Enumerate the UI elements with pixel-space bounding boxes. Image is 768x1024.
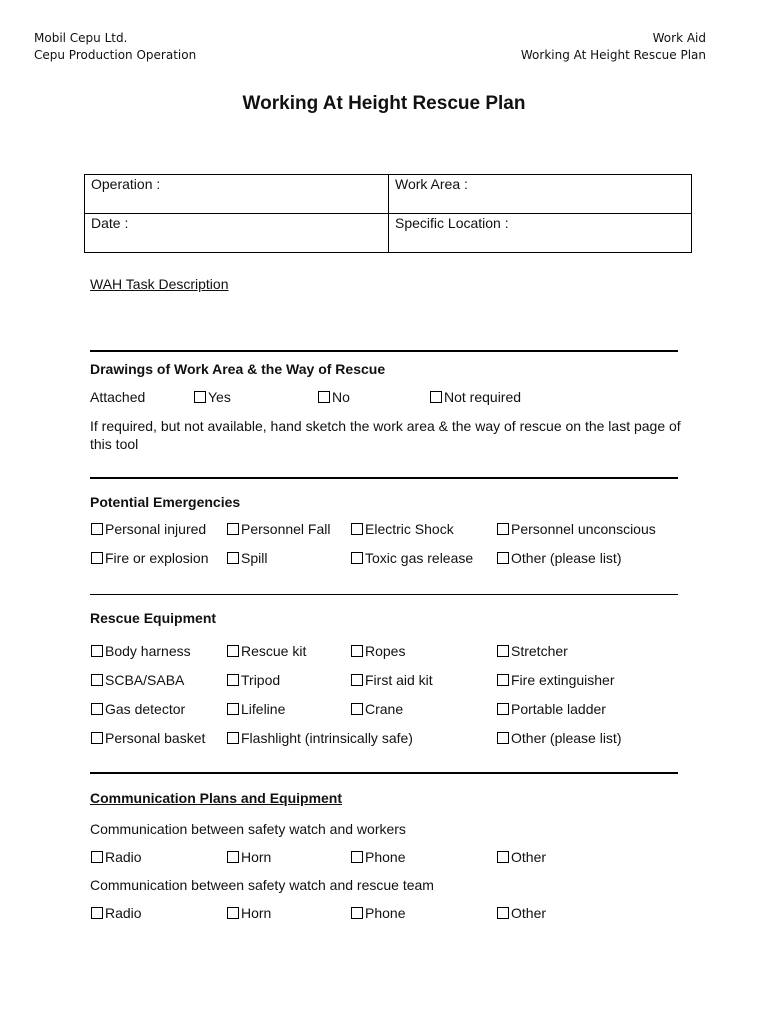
operation-name: Cepu Production Operation [34,48,197,62]
work-area-cell[interactable] [389,175,692,214]
checkbox[interactable] [227,851,239,863]
emergencies-heading: Potential Emergencies [90,494,241,510]
checkbox[interactable] [351,552,363,564]
option-label: Yes [208,389,231,405]
checkbox[interactable] [91,523,103,535]
checkbox[interactable] [351,674,363,686]
rescue-other-option[interactable] [497,905,546,922]
equipment-stretcher[interactable] [497,643,568,660]
checkbox[interactable] [91,645,103,657]
divider [90,594,678,595]
emergency-personnel-fall[interactable] [227,521,331,538]
page-title: Working At Height Rescue Plan [242,93,526,114]
drawings-note: If required, but not available, hand sketch the work area & the way of rescue on the last page of this tool [90,418,681,452]
option-label: Other (please list) [511,730,622,746]
header-left [34,30,196,64]
checkbox[interactable] [430,391,442,403]
checkbox[interactable] [227,907,239,919]
emergency-electric-shock[interactable] [351,521,454,538]
rescue-radio-option[interactable] [91,905,142,922]
option-label: SCBA/SABA [105,672,185,688]
checkbox[interactable] [91,851,103,863]
option-label: Radio [105,905,142,921]
option-label: Phone [365,905,406,921]
option-label: Portable ladder [511,701,606,717]
divider [90,477,678,479]
date-cell[interactable] [85,214,389,253]
option-label: Other [511,905,547,921]
option-label: Personnel Fall [241,521,331,537]
equipment-scba-saba[interactable] [91,672,184,689]
checkbox[interactable] [227,732,239,744]
equipment-heading: Rescue Equipment [90,610,217,626]
option-label: Ropes [365,643,406,659]
option-label: Personnel unconscious [511,521,656,537]
emergency-personal-injured[interactable] [91,521,206,538]
equipment-first-aid-kit[interactable] [351,672,433,689]
equipment-fire-extinguisher[interactable] [497,672,615,689]
doc-type: Work Aid [652,31,706,45]
work-area-label: Work Area : [395,176,468,192]
doc-name: Working At Height Rescue Plan [520,48,706,62]
checkbox[interactable] [351,645,363,657]
operation-label: Operation : [91,176,161,192]
task-description-label: WAH Task Description [90,276,229,292]
checkbox[interactable] [497,645,509,657]
attached-label: Attached [90,389,146,405]
option-label: No [332,389,350,405]
option-label: Spill [241,550,268,566]
checkbox[interactable] [497,851,509,863]
operation-cell[interactable] [85,175,389,214]
option-label: Crane [365,701,404,717]
divider [90,350,678,352]
attached-not-required-option[interactable] [430,389,521,406]
option-label: Horn [241,905,272,921]
checkbox[interactable] [227,674,239,686]
checkbox[interactable] [91,732,103,744]
checkbox[interactable] [91,552,103,564]
option-label: Toxic gas release [365,550,474,566]
rescue-phone-option[interactable] [351,905,405,922]
attached-yes-option[interactable] [194,389,231,406]
option-label: Rescue kit [241,643,307,659]
checkbox[interactable] [227,645,239,657]
workers-other-option[interactable] [497,849,546,866]
checkbox[interactable] [91,703,103,715]
option-label: First aid kit [365,672,433,688]
checkbox[interactable] [227,552,239,564]
option-label: Phone [365,849,406,865]
workers-horn-option[interactable] [227,849,271,866]
rescue-communication-label: Communication between safety watch and rescue team [90,877,434,893]
option-label: Personal injured [105,521,207,537]
drawings-heading: Drawings of Work Area & the Way of Rescue [90,361,386,377]
emergency-other[interactable] [497,550,621,567]
checkbox[interactable] [497,732,509,744]
communication-heading: Communication Plans and Equipment [90,790,343,806]
option-label: Electric Shock [365,521,454,537]
info-table [84,174,692,253]
option-label: Other (please list) [511,550,622,566]
checkbox[interactable] [497,552,509,564]
checkbox[interactable] [351,703,363,715]
equipment-personal-basket[interactable] [91,730,205,747]
specific-location-label: Specific Location : [395,215,509,231]
emergency-toxic-gas[interactable] [351,550,473,567]
equipment-body-harness[interactable] [91,643,191,660]
workers-radio-option[interactable] [91,849,142,866]
option-label: Tripod [241,672,281,688]
divider [90,772,678,774]
equipment-flashlight[interactable] [227,730,413,747]
specific-location-cell[interactable] [389,214,692,253]
checkbox[interactable] [351,851,363,863]
option-label: Stretcher [511,643,568,659]
checkbox[interactable] [351,907,363,919]
option-label: Personal basket [105,730,206,746]
emergency-personnel-unconscious[interactable] [497,521,656,538]
option-label: Horn [241,849,272,865]
workers-communication-label: Communication between safety watch and workers [90,821,406,837]
checkbox[interactable] [351,523,363,535]
checkbox[interactable] [91,674,103,686]
checkbox[interactable] [497,703,509,715]
option-label: Body harness [105,643,191,659]
equipment-other[interactable] [497,730,621,747]
checkbox[interactable] [227,523,239,535]
equipment-ropes[interactable] [351,643,405,660]
option-label: Lifeline [241,701,286,717]
option-label: Fire or explosion [105,550,209,566]
equipment-tripod[interactable] [227,672,280,689]
equipment-crane[interactable] [351,701,403,718]
attached-no-option[interactable] [318,389,350,406]
checkbox[interactable] [227,703,239,715]
checkbox[interactable] [318,391,330,403]
workers-phone-option[interactable] [351,849,405,866]
option-label: Other [511,849,547,865]
equipment-lifeline[interactable] [227,701,285,718]
option-label: Not required [444,389,522,405]
option-label: Gas detector [105,701,186,717]
option-label: Radio [105,849,142,865]
checkbox[interactable] [497,907,509,919]
equipment-portable-ladder[interactable] [497,701,606,718]
option-label: Flashlight (intrinsically safe) [241,730,413,746]
checkbox[interactable] [497,674,509,686]
date-label: Date : [91,215,129,231]
checkbox[interactable] [91,907,103,919]
rescue-horn-option[interactable] [227,905,271,922]
checkbox[interactable] [497,523,509,535]
equipment-rescue-kit[interactable] [227,643,306,660]
emergency-spill[interactable] [227,550,267,567]
company-name: Mobil Cepu Ltd. [34,31,128,45]
header-right [521,30,706,64]
emergency-fire-explosion[interactable] [91,550,209,567]
equipment-gas-detector[interactable] [91,701,185,718]
option-label: Fire extinguisher [511,672,615,688]
checkbox[interactable] [194,391,206,403]
